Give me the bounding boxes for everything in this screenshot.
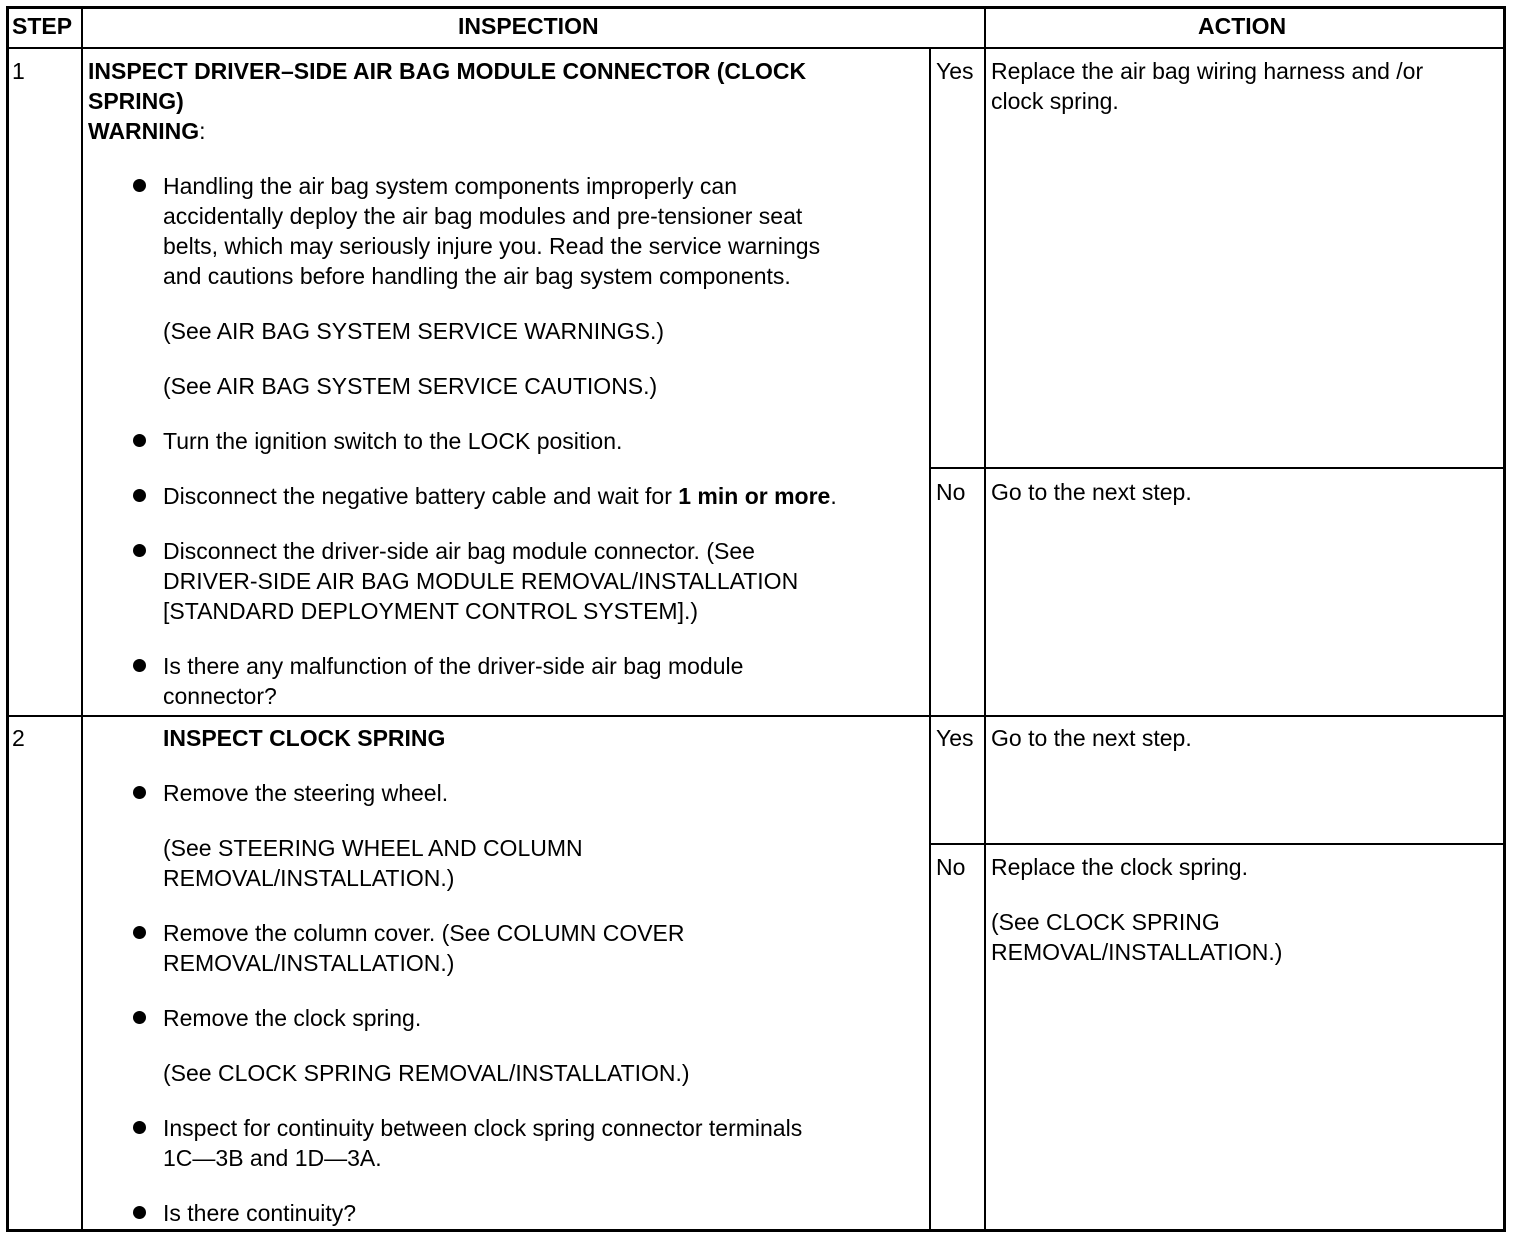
reference-link[interactable]: REMOVAL/INSTALLATION.) <box>163 865 455 891</box>
inspection-line <box>163 481 837 511</box>
step-title: INSPECT DRIVER–SIDE AIR BAG MODULE CONNECTOR (CLOCK <box>88 58 807 84</box>
inspection-line: Is there any malfunction of the driver-side air bag module <box>163 653 744 679</box>
inspection-line: Inspect for continuity between clock spring connector terminals <box>163 1115 803 1141</box>
warning-text: WARNING <box>88 118 200 144</box>
step-title: SPRING) <box>88 88 184 114</box>
inspection-line: Remove the clock spring. <box>163 1005 422 1031</box>
inspection-line: belts, which may seriously injure you. Read the service warnings <box>163 233 821 259</box>
bullet-icon <box>133 179 146 192</box>
header-step: STEP <box>12 13 73 39</box>
reference-link[interactable]: (See AIR BAG SYSTEM SERVICE WARNINGS.) <box>163 318 665 344</box>
yes-label: Yes <box>936 58 974 84</box>
no-label: No <box>936 854 966 880</box>
warning-colon: : <box>199 118 206 144</box>
inspection-line: Handling the air bag system components improperly can <box>163 173 738 199</box>
reference-link[interactable]: (See CLOCK SPRING <box>991 909 1220 935</box>
inspection-text: Disconnect the negative battery cable and wait for <box>163 483 679 509</box>
no-label: No <box>936 479 966 505</box>
reference-link[interactable]: REMOVAL/INSTALLATION.) <box>163 950 455 976</box>
wait-time: 1 min or more <box>678 483 831 509</box>
inspection-line: Disconnect the driver-side air bag module connector. (See <box>163 538 755 564</box>
inspection-line: connector? <box>163 683 277 709</box>
warning-label <box>88 116 206 146</box>
bullet-icon <box>133 659 146 672</box>
step2-yes-no-divider <box>929 843 1504 845</box>
reference-link[interactable]: (See AIR BAG SYSTEM SERVICE CAUTIONS.) <box>163 373 658 399</box>
action-line: Replace the clock spring. <box>991 854 1248 880</box>
bullet-icon <box>133 926 146 939</box>
step-number: 1 <box>12 58 25 84</box>
bullet-icon <box>133 1121 146 1134</box>
reference-link[interactable]: (See STEERING WHEEL AND COLUMN <box>163 835 583 861</box>
inspection-line: Remove the steering wheel. <box>163 780 449 806</box>
action-line: Replace the air bag wiring harness and /or <box>991 58 1424 84</box>
step-number: 2 <box>12 725 25 751</box>
reference-link[interactable]: DRIVER-SIDE AIR BAG MODULE REMOVAL/INSTALLATION <box>163 568 799 594</box>
divider-step <box>81 8 83 1230</box>
yes-label: Yes <box>936 725 974 751</box>
inspection-line: Remove the column cover. (See COLUMN COVER <box>163 920 685 946</box>
bullet-icon <box>133 786 146 799</box>
header-action: ACTION <box>1198 13 1287 39</box>
divider-action <box>984 8 986 1230</box>
bullet-icon <box>133 1206 146 1219</box>
header-inspection: INSPECTION <box>458 13 599 39</box>
step1-yes-no-divider <box>929 467 1504 469</box>
action-line: Go to the next step. <box>991 479 1192 505</box>
action-line: clock spring. <box>991 88 1119 114</box>
inspection-text: . <box>830 483 837 509</box>
bullet-icon <box>133 1011 146 1024</box>
bullet-icon <box>133 544 146 557</box>
inspection-line: Turn the ignition switch to the LOCK position. <box>163 428 623 454</box>
reference-link[interactable]: (See CLOCK SPRING REMOVAL/INSTALLATION.) <box>163 1060 690 1086</box>
reference-link[interactable]: REMOVAL/INSTALLATION.) <box>991 939 1283 965</box>
action-line: Go to the next step. <box>991 725 1192 751</box>
inspection-line: 1C—3B and 1D—3A. <box>163 1145 382 1171</box>
inspection-line: and cautions before handling the air bag system components. <box>163 263 791 289</box>
bullet-icon <box>133 434 146 447</box>
bullet-icon <box>133 489 146 502</box>
step-divider <box>8 715 1504 717</box>
step-title: INSPECT CLOCK SPRING <box>163 725 446 751</box>
inspection-line: Is there continuity? <box>163 1200 357 1226</box>
inspection-line: accidentally deploy the air bag modules and pre-tensioner seat <box>163 203 803 229</box>
header-divider <box>8 47 1504 49</box>
reference-link[interactable]: [STANDARD DEPLOYMENT CONTROL SYSTEM].) <box>163 598 699 624</box>
divider-yesno <box>929 48 931 1230</box>
